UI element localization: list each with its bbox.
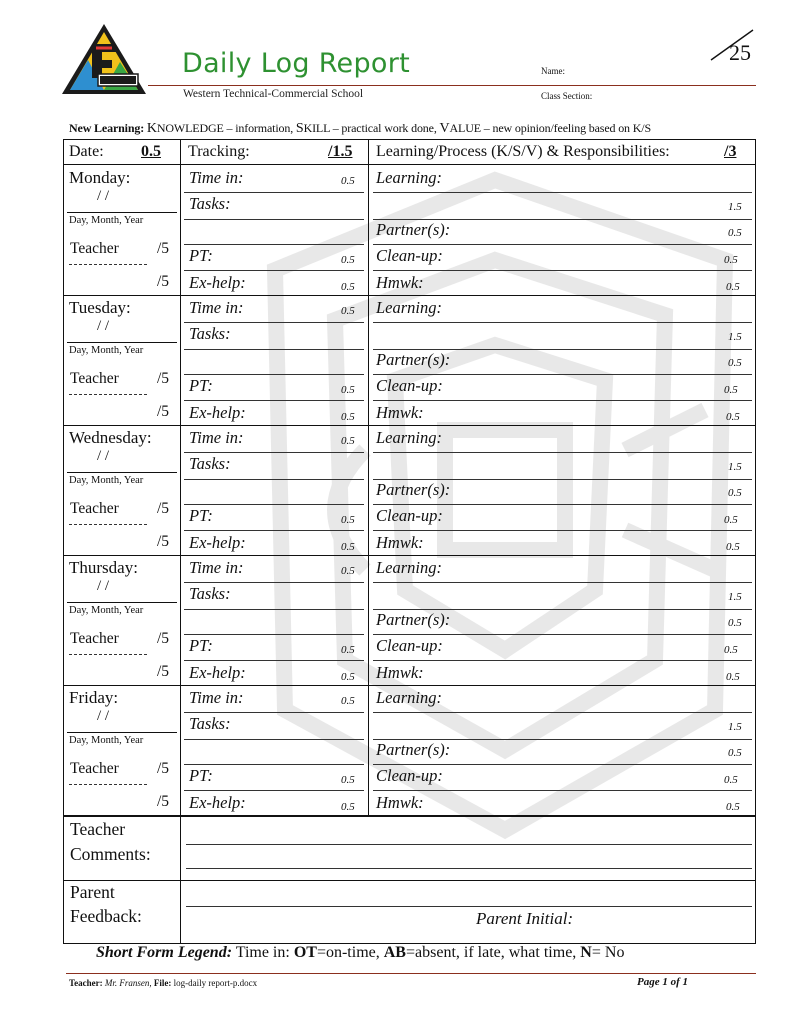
date-format: Day, Month, Year xyxy=(69,345,144,356)
date-line xyxy=(67,602,177,603)
tasks-label: Tasks: xyxy=(189,194,231,213)
clean-up-label: Clean-up: xyxy=(376,506,443,525)
time-in-line[interactable] xyxy=(184,192,364,193)
date-slashes[interactable]: / / xyxy=(97,708,110,724)
teacher-score[interactable]: /5 xyxy=(157,760,170,777)
ex-help-label: Ex-help: xyxy=(189,663,246,682)
date-line xyxy=(67,472,177,473)
legend-ot-desc: =on-time, xyxy=(316,944,384,961)
ex-help-points: 0.5 xyxy=(341,281,355,293)
date-slashes[interactable]: / / xyxy=(97,578,110,594)
legend-label: Short Form Legend: xyxy=(96,944,233,961)
skill-initial: S xyxy=(295,121,304,136)
ex-score[interactable]: /5 xyxy=(157,793,170,810)
header-rule xyxy=(148,85,756,86)
parent-initial-label: Parent Initial: xyxy=(476,909,574,928)
date-slashes[interactable]: / / xyxy=(97,188,110,204)
hmwk-points: 0.5 xyxy=(726,541,740,553)
ex-score[interactable]: /5 xyxy=(157,403,170,420)
hmwk-points: 0.5 xyxy=(726,281,740,293)
date-line xyxy=(67,342,177,343)
value-rest: ALUE xyxy=(449,121,481,135)
clean-up-label: Clean-up: xyxy=(376,246,443,265)
tasks-label: Tasks: xyxy=(189,324,231,343)
tasks-line-1[interactable] xyxy=(184,739,364,740)
hmwk-label: Hmwk: xyxy=(376,793,424,812)
clean-up-line[interactable] xyxy=(373,270,752,271)
learning-label: Learning: xyxy=(376,168,442,187)
school-name: Western Technical-Commercial School xyxy=(183,88,364,100)
teacher-signature-line[interactable] xyxy=(69,524,147,525)
teacher-label: Teacher xyxy=(70,370,119,387)
legend-n-desc: = No xyxy=(591,944,625,961)
teacher-label: Teacher xyxy=(70,760,119,777)
date-points: 0.5 xyxy=(141,143,161,160)
teacher-score[interactable]: /5 xyxy=(157,630,170,647)
teacher-score[interactable]: /5 xyxy=(157,370,170,387)
learning-points: 1.5 xyxy=(728,201,742,213)
learning-label: Learning: xyxy=(376,558,442,577)
time-in-line[interactable] xyxy=(184,712,364,713)
tasks-line-1[interactable] xyxy=(184,219,364,220)
partners-label: Partner(s): xyxy=(376,480,451,499)
partners-line[interactable] xyxy=(373,374,752,375)
teacher-comment-line-2[interactable] xyxy=(186,868,752,869)
time-in-label: Time in: xyxy=(189,558,244,577)
time-in-label: Time in: xyxy=(189,168,244,187)
footer-teacher-label: Teacher: xyxy=(69,978,103,988)
ex-score[interactable]: /5 xyxy=(157,273,170,290)
day-name: Wednesday: xyxy=(69,428,152,447)
pt-line[interactable] xyxy=(184,790,364,791)
teacher-comments-label-2: Comments: xyxy=(70,844,151,864)
ex-help-points: 0.5 xyxy=(341,541,355,553)
tasks-line-2[interactable] xyxy=(184,504,364,505)
hmwk-points: 0.5 xyxy=(726,801,740,813)
col-divider-tracking xyxy=(368,139,369,816)
teacher-signature-line[interactable] xyxy=(69,654,147,655)
teacher-score[interactable]: /5 xyxy=(157,240,170,257)
day-name: Tuesday: xyxy=(69,298,131,317)
clean-up-points: 0.5 xyxy=(724,644,738,656)
learning-line-1[interactable] xyxy=(373,582,752,583)
teacher-score[interactable]: /5 xyxy=(157,500,170,517)
day-row-bottom xyxy=(63,555,756,556)
footer-file-info xyxy=(69,978,257,988)
tracking-points: /1.5 xyxy=(328,143,353,160)
date-format: Day, Month, Year xyxy=(69,735,144,746)
time-in-points: 0.5 xyxy=(341,565,355,577)
pt-line[interactable] xyxy=(184,400,364,401)
partners-points: 0.5 xyxy=(728,487,742,499)
learning-label: Learning: xyxy=(376,688,442,707)
teacher-signature-line[interactable] xyxy=(69,264,147,265)
ex-score[interactable]: /5 xyxy=(157,533,170,550)
learning-points: 1.5 xyxy=(728,331,742,343)
legend-ot: OT xyxy=(293,944,317,961)
footer-teacher-name: Mr. Fransen, xyxy=(102,978,152,988)
learning-points: 1.5 xyxy=(728,721,742,733)
ex-help-points: 0.5 xyxy=(341,671,355,683)
tasks-line-1[interactable] xyxy=(184,479,364,480)
total-score: 25 xyxy=(729,40,751,65)
partners-label: Partner(s): xyxy=(376,610,451,629)
clean-up-line[interactable] xyxy=(373,790,752,791)
time-in-points: 0.5 xyxy=(341,435,355,447)
partners-label: Partner(s): xyxy=(376,350,451,369)
tasks-line-1[interactable] xyxy=(184,609,364,610)
time-in-line[interactable] xyxy=(184,322,364,323)
school-logo xyxy=(58,22,150,98)
date-format: Day, Month, Year xyxy=(69,475,144,486)
new-learning-definition xyxy=(69,121,651,137)
day-name: Monday: xyxy=(69,168,131,187)
hmwk-label: Hmwk: xyxy=(376,533,424,552)
tasks-line-2[interactable] xyxy=(184,634,364,635)
day-name: Friday: xyxy=(69,688,119,707)
clean-up-points: 0.5 xyxy=(724,514,738,526)
teacher-comments-label-1: Teacher xyxy=(70,819,126,839)
partners-line[interactable] xyxy=(373,634,752,635)
comments-divider xyxy=(63,880,756,881)
comments-top-line xyxy=(63,816,756,817)
header-row-line xyxy=(63,164,756,165)
new-learning-label: New Learning: xyxy=(69,121,145,135)
ex-help-label: Ex-help: xyxy=(189,403,246,422)
time-in-points: 0.5 xyxy=(341,695,355,707)
learning-points: 1.5 xyxy=(728,461,742,473)
skill-rest: KILL xyxy=(303,121,330,135)
clean-up-points: 0.5 xyxy=(724,254,738,266)
date-line xyxy=(67,212,177,213)
time-in-points: 0.5 xyxy=(341,305,355,317)
date-slashes[interactable]: / / xyxy=(97,448,110,464)
pt-label: PT: xyxy=(189,246,213,265)
ex-help-points: 0.5 xyxy=(341,411,355,423)
pt-label: PT: xyxy=(189,636,213,655)
parent-feedback-line[interactable] xyxy=(186,906,752,907)
day-row-bottom xyxy=(63,295,756,296)
tracking-header: Tracking: xyxy=(188,143,250,160)
ex-help-label: Ex-help: xyxy=(189,273,246,292)
footer-file-label: File: xyxy=(151,978,172,988)
teacher-comment-line-1[interactable] xyxy=(186,844,752,845)
parent-feedback-label-1: Parent xyxy=(70,882,115,902)
pt-points: 0.5 xyxy=(341,254,355,266)
pt-line[interactable] xyxy=(184,660,364,661)
pt-label: PT: xyxy=(189,376,213,395)
tasks-label: Tasks: xyxy=(189,714,231,733)
partners-line[interactable] xyxy=(373,504,752,505)
learning-points: 1.5 xyxy=(728,591,742,603)
learning-line-1[interactable] xyxy=(373,452,752,453)
date-slashes[interactable]: / / xyxy=(97,318,110,334)
time-in-label: Time in: xyxy=(189,428,244,447)
partners-points: 0.5 xyxy=(728,617,742,629)
teacher-label: Teacher xyxy=(70,500,119,517)
hmwk-label: Hmwk: xyxy=(376,663,424,682)
partners-points: 0.5 xyxy=(728,227,742,239)
learning-line-1[interactable] xyxy=(373,322,752,323)
knowledge-desc: – information, xyxy=(223,121,296,135)
tasks-line-2[interactable] xyxy=(184,374,364,375)
footer-rule xyxy=(66,973,756,974)
knowledge-rest: NOWLEDGE xyxy=(156,121,224,135)
legend-n: N xyxy=(580,944,592,961)
pt-points: 0.5 xyxy=(341,644,355,656)
partners-line[interactable] xyxy=(373,244,752,245)
hmwk-label: Hmwk: xyxy=(376,273,424,292)
learning-label: Learning: xyxy=(376,298,442,317)
legend-time-in: Time in: xyxy=(232,944,294,961)
page-number: Page 1 of 1 xyxy=(637,976,689,988)
pt-label: PT: xyxy=(189,766,213,785)
ex-help-label: Ex-help: xyxy=(189,793,246,812)
pt-label: PT: xyxy=(189,506,213,525)
hmwk-label: Hmwk: xyxy=(376,403,424,422)
day-row-bottom xyxy=(63,685,756,686)
tasks-line-2[interactable] xyxy=(184,244,364,245)
hmwk-points: 0.5 xyxy=(726,671,740,683)
value-desc: – new opinion/feeling based on K/S xyxy=(480,121,651,135)
tasks-label: Tasks: xyxy=(189,454,231,473)
time-in-label: Time in: xyxy=(189,298,244,317)
pt-line[interactable] xyxy=(184,270,364,271)
short-form-legend xyxy=(96,944,624,962)
time-in-label: Time in: xyxy=(189,688,244,707)
knowledge-initial: K xyxy=(146,121,157,136)
clean-up-label: Clean-up: xyxy=(376,376,443,395)
tasks-line-1[interactable] xyxy=(184,349,364,350)
ex-score[interactable]: /5 xyxy=(157,663,170,680)
skill-desc: – practical work done, xyxy=(329,121,440,135)
time-in-line[interactable] xyxy=(184,582,364,583)
day-name: Thursday: xyxy=(69,558,138,577)
learning-points: /3 xyxy=(724,143,737,160)
partners-label: Partner(s): xyxy=(376,220,451,239)
teacher-label: Teacher xyxy=(70,630,119,647)
learning-label: Learning: xyxy=(376,428,442,447)
clean-up-line[interactable] xyxy=(373,660,752,661)
partners-label: Partner(s): xyxy=(376,740,451,759)
parent-feedback-label-2: Feedback: xyxy=(70,906,142,926)
col-divider-date xyxy=(180,139,181,944)
clean-up-points: 0.5 xyxy=(724,384,738,396)
date-line xyxy=(67,732,177,733)
pt-points: 0.5 xyxy=(341,384,355,396)
footer-file-name: log-daily report-p.docx xyxy=(171,978,258,988)
class-section-label: Class Section: xyxy=(541,91,593,101)
legend-ab: AB xyxy=(383,944,406,961)
partners-points: 0.5 xyxy=(728,747,742,759)
date-format: Day, Month, Year xyxy=(69,215,144,226)
date-format: Day, Month, Year xyxy=(69,605,144,616)
pt-points: 0.5 xyxy=(341,774,355,786)
hmwk-points: 0.5 xyxy=(726,411,740,423)
name-label: Name: xyxy=(541,66,565,76)
ex-help-points: 0.5 xyxy=(341,801,355,813)
time-in-points: 0.5 xyxy=(341,175,355,187)
date-header: Date: xyxy=(69,143,104,160)
clean-up-points: 0.5 xyxy=(724,774,738,786)
ex-help-label: Ex-help: xyxy=(189,533,246,552)
legend-ab-desc: =absent, if late, what time, xyxy=(405,944,581,961)
pt-points: 0.5 xyxy=(341,514,355,526)
clean-up-line[interactable] xyxy=(373,530,752,531)
report-title: Daily Log Report xyxy=(182,48,411,79)
clean-up-label: Clean-up: xyxy=(376,636,443,655)
partners-line[interactable] xyxy=(373,764,752,765)
partners-points: 0.5 xyxy=(728,357,742,369)
day-row-bottom xyxy=(63,425,756,426)
tasks-line-2[interactable] xyxy=(184,764,364,765)
teacher-signature-line[interactable] xyxy=(69,784,147,785)
teacher-signature-line[interactable] xyxy=(69,394,147,395)
clean-up-line[interactable] xyxy=(373,400,752,401)
tasks-label: Tasks: xyxy=(189,584,231,603)
learning-header: Learning/Process (K/S/V) & Responsibilities: xyxy=(376,143,670,160)
learning-line-1[interactable] xyxy=(373,712,752,713)
teacher-label: Teacher xyxy=(70,240,119,257)
value-initial: V xyxy=(439,121,450,136)
pt-line[interactable] xyxy=(184,530,364,531)
time-in-line[interactable] xyxy=(184,452,364,453)
clean-up-label: Clean-up: xyxy=(376,766,443,785)
learning-line-1[interactable] xyxy=(373,192,752,193)
